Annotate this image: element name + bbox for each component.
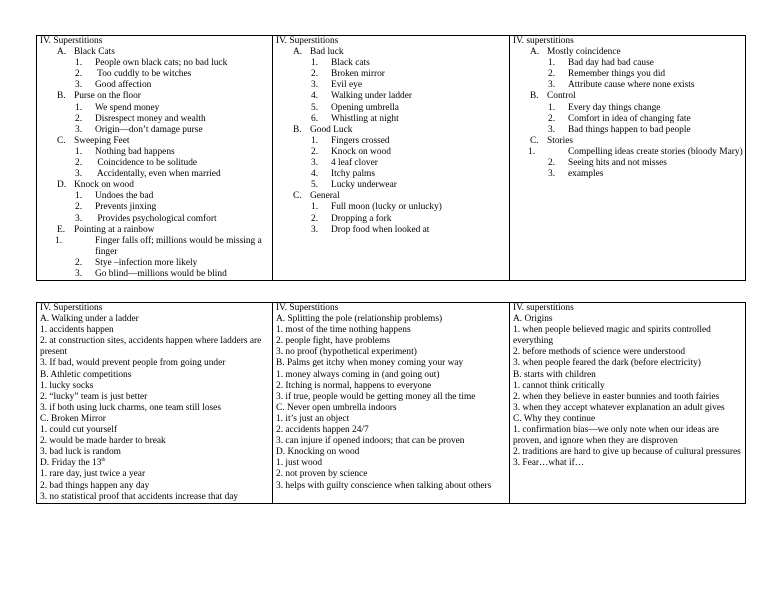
text-line: 1. just wood <box>276 458 323 469</box>
text-line: 1. accidents happen <box>40 325 114 336</box>
list-item: 2. Coincidence to be solitude <box>75 158 198 169</box>
text-line: 3. when people feared the dark (before electricity) <box>513 358 701 369</box>
cell-heading: IV. superstitions <box>513 303 574 313</box>
list-item: 3. Bad things happen to bad people <box>548 124 691 135</box>
list-item: 3. Good affection <box>75 80 152 91</box>
outline-table-bottom <box>36 302 746 504</box>
text-line: 1. money always coming in (and going out) <box>276 369 440 380</box>
text-line: 2. “lucky” team is just better <box>40 391 148 402</box>
text-line: 1. when people believed magic and spirits controlled everything <box>513 325 711 347</box>
text-line: 3. Fear…what if… <box>513 458 585 469</box>
text-line: A. Origins <box>513 314 553 325</box>
section-heading: A. Mostly coincidence <box>530 47 621 58</box>
list-item: 3. Evil eye <box>311 80 362 91</box>
top-cell-2 <box>273 36 510 281</box>
text-line: 3. helps with guilty conscience when talking about others <box>276 480 492 491</box>
list-item: 3. 4 leaf clover <box>311 158 378 169</box>
text-line: 1. confirmation bias—we only note when our ideas are proven, and ignore when they are disproven <box>513 425 719 447</box>
text-line: 1. cannot think critically <box>513 380 605 391</box>
text-line: C. Broken Mirror <box>40 413 106 424</box>
list-item: 1. Undoes the bad <box>75 191 154 202</box>
text-line: 3. If bad, would prevent people from going under <box>40 358 226 369</box>
section-heading: D. Knock on wood <box>57 180 134 191</box>
list-item: 2. Knock on wood <box>311 146 391 157</box>
list-item: 2. Remember things you did <box>548 69 666 80</box>
top-cell-3 <box>510 36 746 281</box>
text-line: B. Palms get itchy when money coming your way <box>276 358 464 369</box>
text-line: 2. would be made harder to break <box>40 436 166 447</box>
text-line: 1. lucky socks <box>40 380 94 391</box>
text-line: 2. traditions are hard to give up because of cultural pressures <box>513 447 741 458</box>
cell-heading: IV. superstitions <box>513 36 574 46</box>
text-line: 3. bad luck is random <box>40 447 121 458</box>
text-line: 3. no proof (hypothetical experiment) <box>276 347 417 358</box>
section-heading: C. Stories <box>530 135 574 146</box>
text-line: 3. no statistical proof that accidents increase that day <box>40 491 239 502</box>
section-heading: A. Black Cats <box>57 47 115 58</box>
list-item: 4. Itchy palms <box>311 169 376 180</box>
list-item: 1. We spend money <box>75 102 160 113</box>
bottom-cell-2 <box>273 303 510 504</box>
section-heading: C. Sweeping Feet <box>57 135 130 146</box>
bottom-cell-1 <box>37 303 273 504</box>
list-item: 1. Full moon (lucky or unlucky) <box>311 202 442 213</box>
text-line: 3. can injure if opened indoors; that can be proven <box>276 436 465 447</box>
text-line-friday: D. Friday the 13th <box>40 458 106 469</box>
cell-heading: IV. Superstitions <box>276 36 339 46</box>
list-item: 3. Drop food when looked at <box>311 224 430 235</box>
list-item: 1. Every day things change <box>548 102 661 113</box>
text-line: D. Knocking on wood <box>276 447 360 458</box>
text-line: 1. most of the time nothing happens <box>276 325 411 336</box>
section-heading: B. Purse on the floor <box>57 91 141 102</box>
section-heading: A. Bad luck <box>293 47 344 58</box>
text-line: C. Why they continue <box>513 413 596 424</box>
list-item: 1. Black cats <box>311 58 370 69</box>
text-line: 2. before methods of science were understood <box>513 347 686 358</box>
list-item: 2. Seeing hits and not misses <box>548 158 667 169</box>
list-item: 3. Attribute cause where none exists <box>548 80 695 91</box>
list-item: 3. Accidentally, even when married <box>75 169 221 180</box>
text-line: 2. at construction sites, accidents happen where ladders are present <box>40 336 262 358</box>
list-item: 2. Broken mirror <box>311 69 385 80</box>
text-line: 2. accidents happen 24/7 <box>276 425 369 436</box>
list-item: 2. Prevents jinxing <box>75 202 157 213</box>
text-line: B. Athletic competitions <box>40 369 132 380</box>
list-item: 3. examples <box>548 169 604 180</box>
text-line: 2. Itching is normal, happens to everyone <box>276 380 432 391</box>
text-line: 1. could cut yourself <box>40 425 118 436</box>
text-line: C. Never open umbrella indoors <box>276 402 397 413</box>
ordinal-suffix: th <box>101 458 106 464</box>
text-line: B. starts with children <box>513 369 596 380</box>
list-item: 1. Fingers crossed <box>311 135 390 146</box>
list-item: 5. Opening umbrella <box>311 102 399 113</box>
cell-heading: IV. Superstitions <box>276 303 339 313</box>
text-line: 3. if both using luck charms, one team still loses <box>40 402 221 413</box>
section-heading: B. Control <box>530 91 576 102</box>
section-heading: E. Pointing at a rainbow <box>57 224 155 235</box>
text-line: 3. if true, people would be getting money all the time <box>276 391 476 402</box>
section-heading: C. General <box>293 191 340 202</box>
list-item: 2. Disrespect money and wealth <box>75 113 206 124</box>
list-item: 1. Compelling ideas create stories (bloody Mary) <box>528 146 743 157</box>
list-item: 2. Dropping a fork <box>311 213 392 224</box>
list-item: 2. Too cuddly to be witches <box>75 69 192 80</box>
text-line: A. Walking under a ladder <box>40 314 139 325</box>
bottom-cell-3 <box>510 303 746 504</box>
list-item: 1. Finger falls off; millions would be missing a finger <box>55 235 262 257</box>
text-line: 1. rare day, just twice a year <box>40 469 146 480</box>
text-line: 2. not proven by science <box>276 469 368 480</box>
cell-heading: IV. Superstitions <box>40 36 103 46</box>
list-item: 1. People own black cats; no bad luck <box>75 58 228 69</box>
text-line: 2. bad things happen any day <box>40 480 150 491</box>
text-line: 1. it’s just an object <box>276 413 350 424</box>
list-item: 2. Stye –infection more likely <box>75 257 198 268</box>
list-item: 1. Nothing bad happens <box>75 146 175 157</box>
top-cell-1 <box>37 36 273 281</box>
list-item: 3. Origin—don’t damage purse <box>75 124 203 135</box>
cell-heading: IV. Superstitions <box>40 303 103 313</box>
text-line: A. Splitting the pole (relationship problems) <box>276 314 443 325</box>
text-line: 2. people fight, have problems <box>276 336 391 347</box>
list-item: 1. Bad day had bad cause <box>548 58 654 69</box>
text-line: 2. when they believe in easter bunnies and tooth fairies <box>513 391 720 402</box>
list-item: 3. Go blind—millions would be blind <box>75 268 227 279</box>
list-item: 5. Lucky underwear <box>311 180 397 191</box>
text-line: 3. when they accept whatever explanation an adult gives <box>513 402 725 413</box>
outline-table-top <box>36 35 746 281</box>
list-item: 4. Walking under ladder <box>311 91 412 102</box>
section-heading: B. Good Luck <box>293 124 353 135</box>
list-item: 2. Comfort in idea of changing fate <box>548 113 691 124</box>
list-item: 6. Whistling at night <box>311 113 399 124</box>
list-item: 3. Provides psychological comfort <box>75 213 217 224</box>
